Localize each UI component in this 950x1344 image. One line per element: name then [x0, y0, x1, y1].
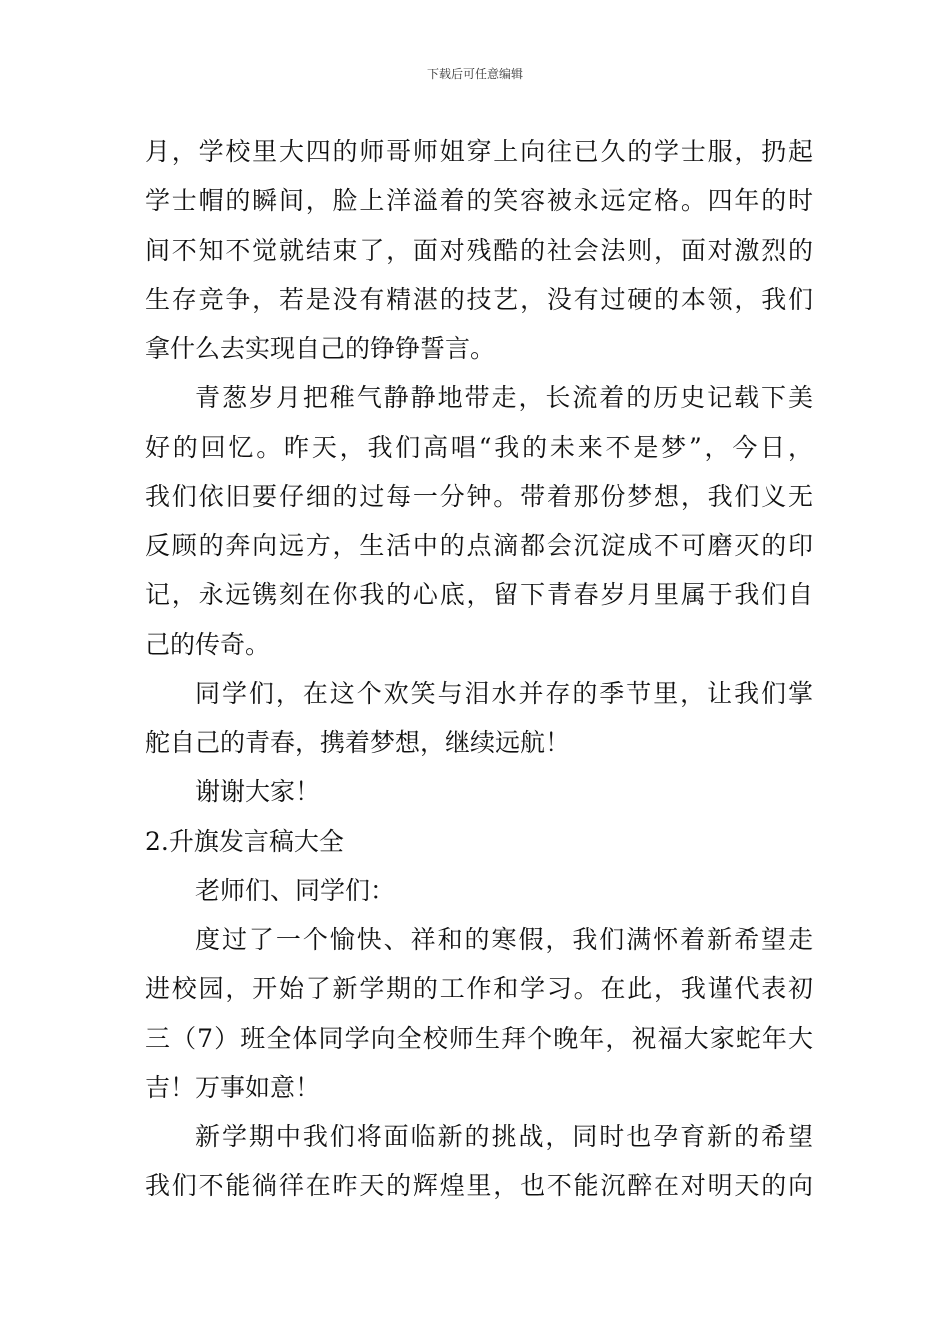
paragraph-first-line: 新学期中我们将面临新的挑战，同时也孕育新的希望: [195, 1122, 813, 1151]
text-line: 舵自己的青春，携着梦想，继续远航！: [145, 728, 571, 757]
paragraph-first-line: 青葱岁月把稚气静静地带走，长流着的历史记载下美: [195, 383, 813, 413]
text-line: 我们依旧要仔细的过每一分钟。带着那份梦想，我们义无: [145, 481, 813, 511]
salutation-line: 老师们、同学们：: [195, 875, 396, 905]
text-line: 月，学校里大四的师哥师姐穿上向往已久的学士服，扔起: [145, 137, 813, 166]
text-line: 进校园，开始了新学期的工作和学习。在此，我谨代表初: [145, 974, 813, 1004]
text-line: 好的回忆。昨天，我们高唱“我的未来不是梦”，今日，: [145, 432, 813, 462]
page-header: 下载后可任意编辑: [426, 67, 523, 81]
document-body: [145, 127, 813, 1211]
text-line: 反顾的奔向远方，生活中的点滴都会沉淀成不可磨灭的印: [145, 531, 813, 560]
text-line: 我们不能徜徉在昨天的辉煌里，也不能沉醉在对明天的向: [145, 1171, 813, 1201]
text-line: 吉！万事如意！: [145, 1072, 321, 1102]
text-line: 生存竞争，若是没有精湛的技艺，没有过硬的本领，我们: [145, 284, 813, 314]
text-line: 学士帽的瞬间，脸上洋溢着的笑容被永远定格。四年的时: [145, 186, 813, 216]
text-line: 记，永远镌刻在你我的心底，留下青春岁月里属于我们自: [145, 580, 813, 610]
text-line: 三（7）班全体同学向全校师生拜个晚年，祝福大家蛇年大: [145, 1023, 813, 1053]
paragraph-first-line: 同学们，在这个欢笑与泪水并存的季节里，让我们掌: [195, 678, 813, 708]
text-line: 己的传奇。: [145, 629, 271, 659]
section-heading: 2.升旗发言稿大全: [145, 826, 344, 856]
text-line: 间不知不觉就结束了，面对残酷的社会法则，面对激烈的: [145, 235, 813, 265]
paragraph-first-line: 度过了一个愉快、祥和的寒假，我们满怀着新希望走: [195, 925, 813, 954]
text-line: 拿什么去实现自己的铮铮誓言。: [145, 334, 496, 363]
closing-line: 谢谢大家！: [195, 777, 321, 807]
